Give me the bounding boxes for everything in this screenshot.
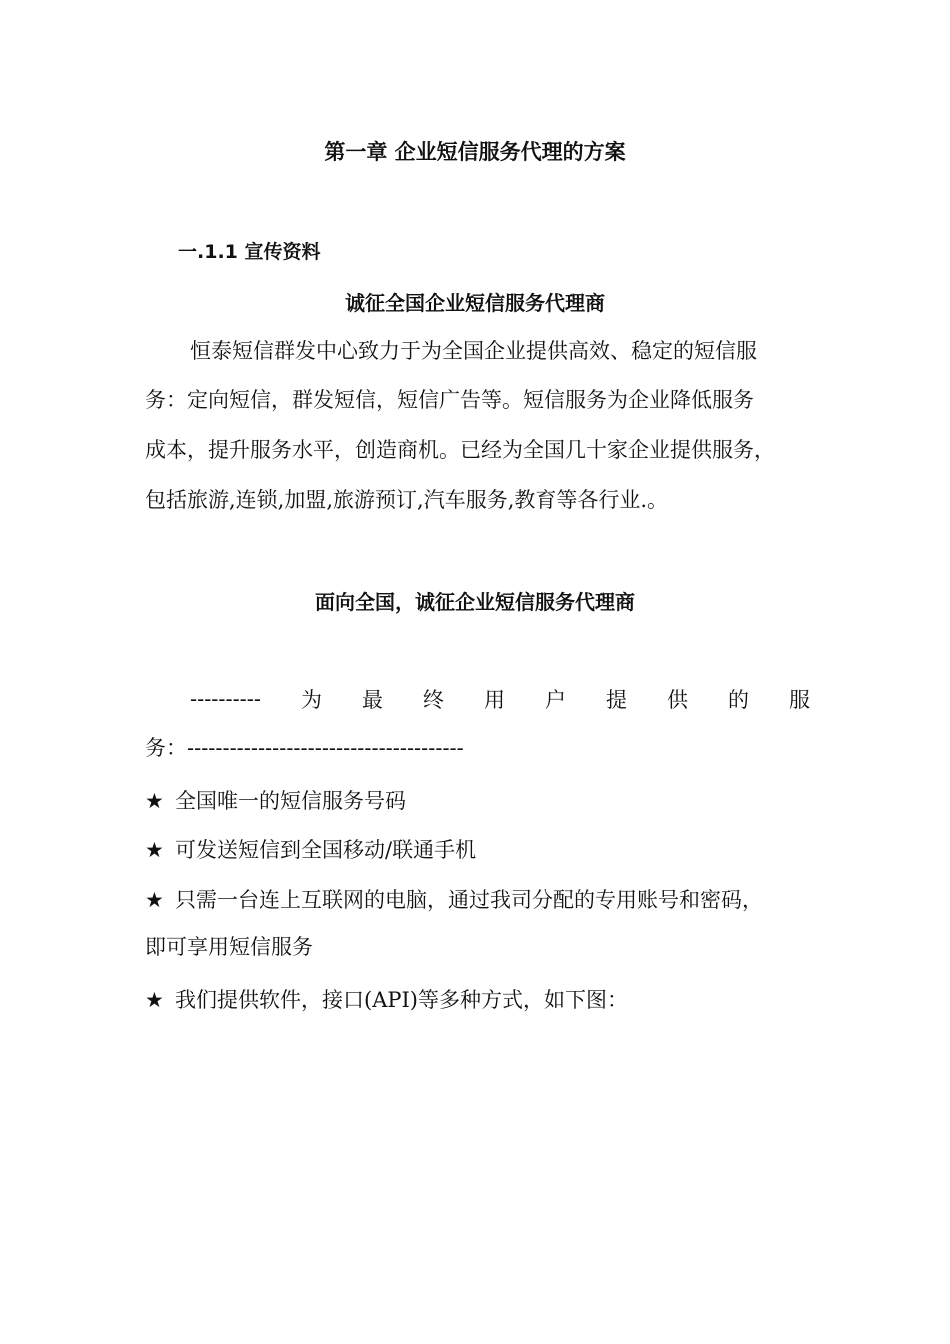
services-word: 终 <box>422 688 444 712</box>
services-word: 最 <box>361 688 383 712</box>
services-word: 用 <box>483 688 505 712</box>
services-word: 的 <box>727 688 749 712</box>
bullet-item <box>145 785 406 815</box>
services-word: ---------- <box>190 687 261 711</box>
chapter-title: 第一章 企业短信服务代理的方案 <box>324 140 626 164</box>
section-heading: 一.1.1 宣传资料 <box>178 241 321 263</box>
services-word: 服 <box>788 688 810 712</box>
bullet-item <box>145 834 476 864</box>
national-title: 面向全国，诚征企业短信服务代理商 <box>315 590 635 614</box>
bullet-item <box>145 984 628 1014</box>
intro-paragraph-line: 恒泰短信群发中心致力于为全国企业提供高效、稳定的短信服 <box>190 339 757 363</box>
services-word: 提 <box>605 688 627 712</box>
services-word: 户 <box>544 688 566 712</box>
services-word: 为 <box>300 688 322 712</box>
services-word: 供 <box>666 688 688 712</box>
bullet-text: 只需一台连上互联网的电脑，通过我司分配的专用账号和密码， <box>175 888 763 912</box>
star-icon: ★ <box>145 988 164 1012</box>
bullet-item <box>145 884 763 914</box>
star-icon: ★ <box>145 838 164 862</box>
star-icon: ★ <box>145 888 164 912</box>
bullet-continuation: 即可享用短信服务 <box>145 935 313 959</box>
services-intro-line <box>190 684 810 714</box>
bullet-text: 可发送短信到全国移动/联通手机 <box>175 838 477 862</box>
bullet-text: 我们提供软件，接口(API)等多种方式，如下图： <box>175 988 628 1012</box>
intro-paragraph-line: 包括旅游,连锁,加盟,旅游预订,汽车服务,教育等各行业.。 <box>145 488 669 512</box>
services-intro-line-2: 务：--------------------------------------- <box>145 736 464 760</box>
recruit-title: 诚征全国企业短信服务代理商 <box>345 291 605 315</box>
intro-paragraph-line: 成本，提升服务水平，创造商机。已经为全国几十家企业提供服务， <box>145 438 775 462</box>
intro-paragraph-line: 务：定向短信，群发短信，短信广告等。短信服务为企业降低服务 <box>145 388 754 412</box>
star-icon: ★ <box>145 789 164 813</box>
bullet-text: 全国唯一的短信服务号码 <box>175 789 406 813</box>
